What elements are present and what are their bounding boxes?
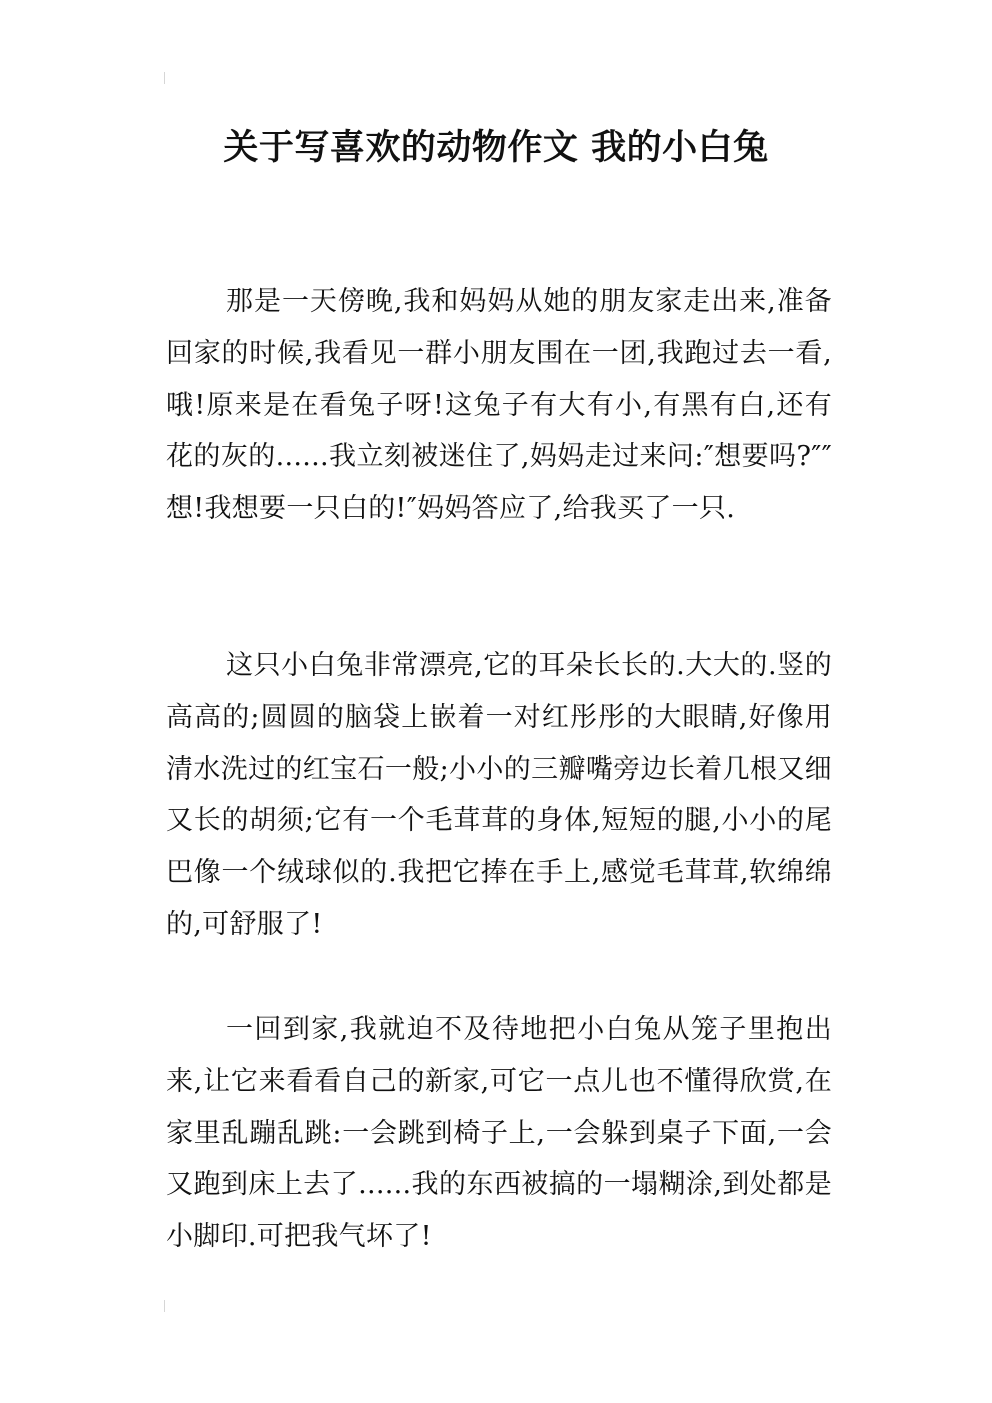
- paragraph-3: 一回到家,我就迫不及待地把小白兔从笼子里抱出来,让它来看看自己的新家,可它一点儿也不懂得欣赏,在家里乱蹦乱跳:一会跳到椅子上,一会躲到桌子下面,一会又跑到床上去了......我的东西被搞的一塌糊涂,到处都是小脚印.可把我气坏了!: [166, 1014, 832, 1253]
- paragraph-1: 那是一天傍晚,我和妈妈从她的朋友家走出来,准备回家的时候,我看见一群小朋友围在一团,我跑过去一看,哦!原来是在看兔子呀!这兔子有大有小,有黑有白,还有花的灰的......我立刻被迷住了,妈妈走过来问:″想要吗?″″想!我想要一只白的!″妈妈答应了,给我买了一只.: [166, 286, 832, 525]
- top-margin-mark: [164, 72, 165, 84]
- paragraph-2: 这只小白兔非常漂亮,它的耳朵长长的.大大的.竖的高高的;圆圆的脑袋上嵌着一对红彤彤的大眼睛,好像用清水洗过的红宝石一般;小小的三瓣嘴旁边长着几根又细又长的胡须;它有一个毛茸茸的身体,短短的腿,小小的尾巴像一个绒球似的.我把它捧在手上,感觉毛茸茸,软绵绵的,可舒服了!: [166, 650, 832, 940]
- bottom-margin-mark: [164, 1300, 165, 1312]
- document-title: 关于写喜欢的动物作文 我的小白兔: [223, 128, 769, 168]
